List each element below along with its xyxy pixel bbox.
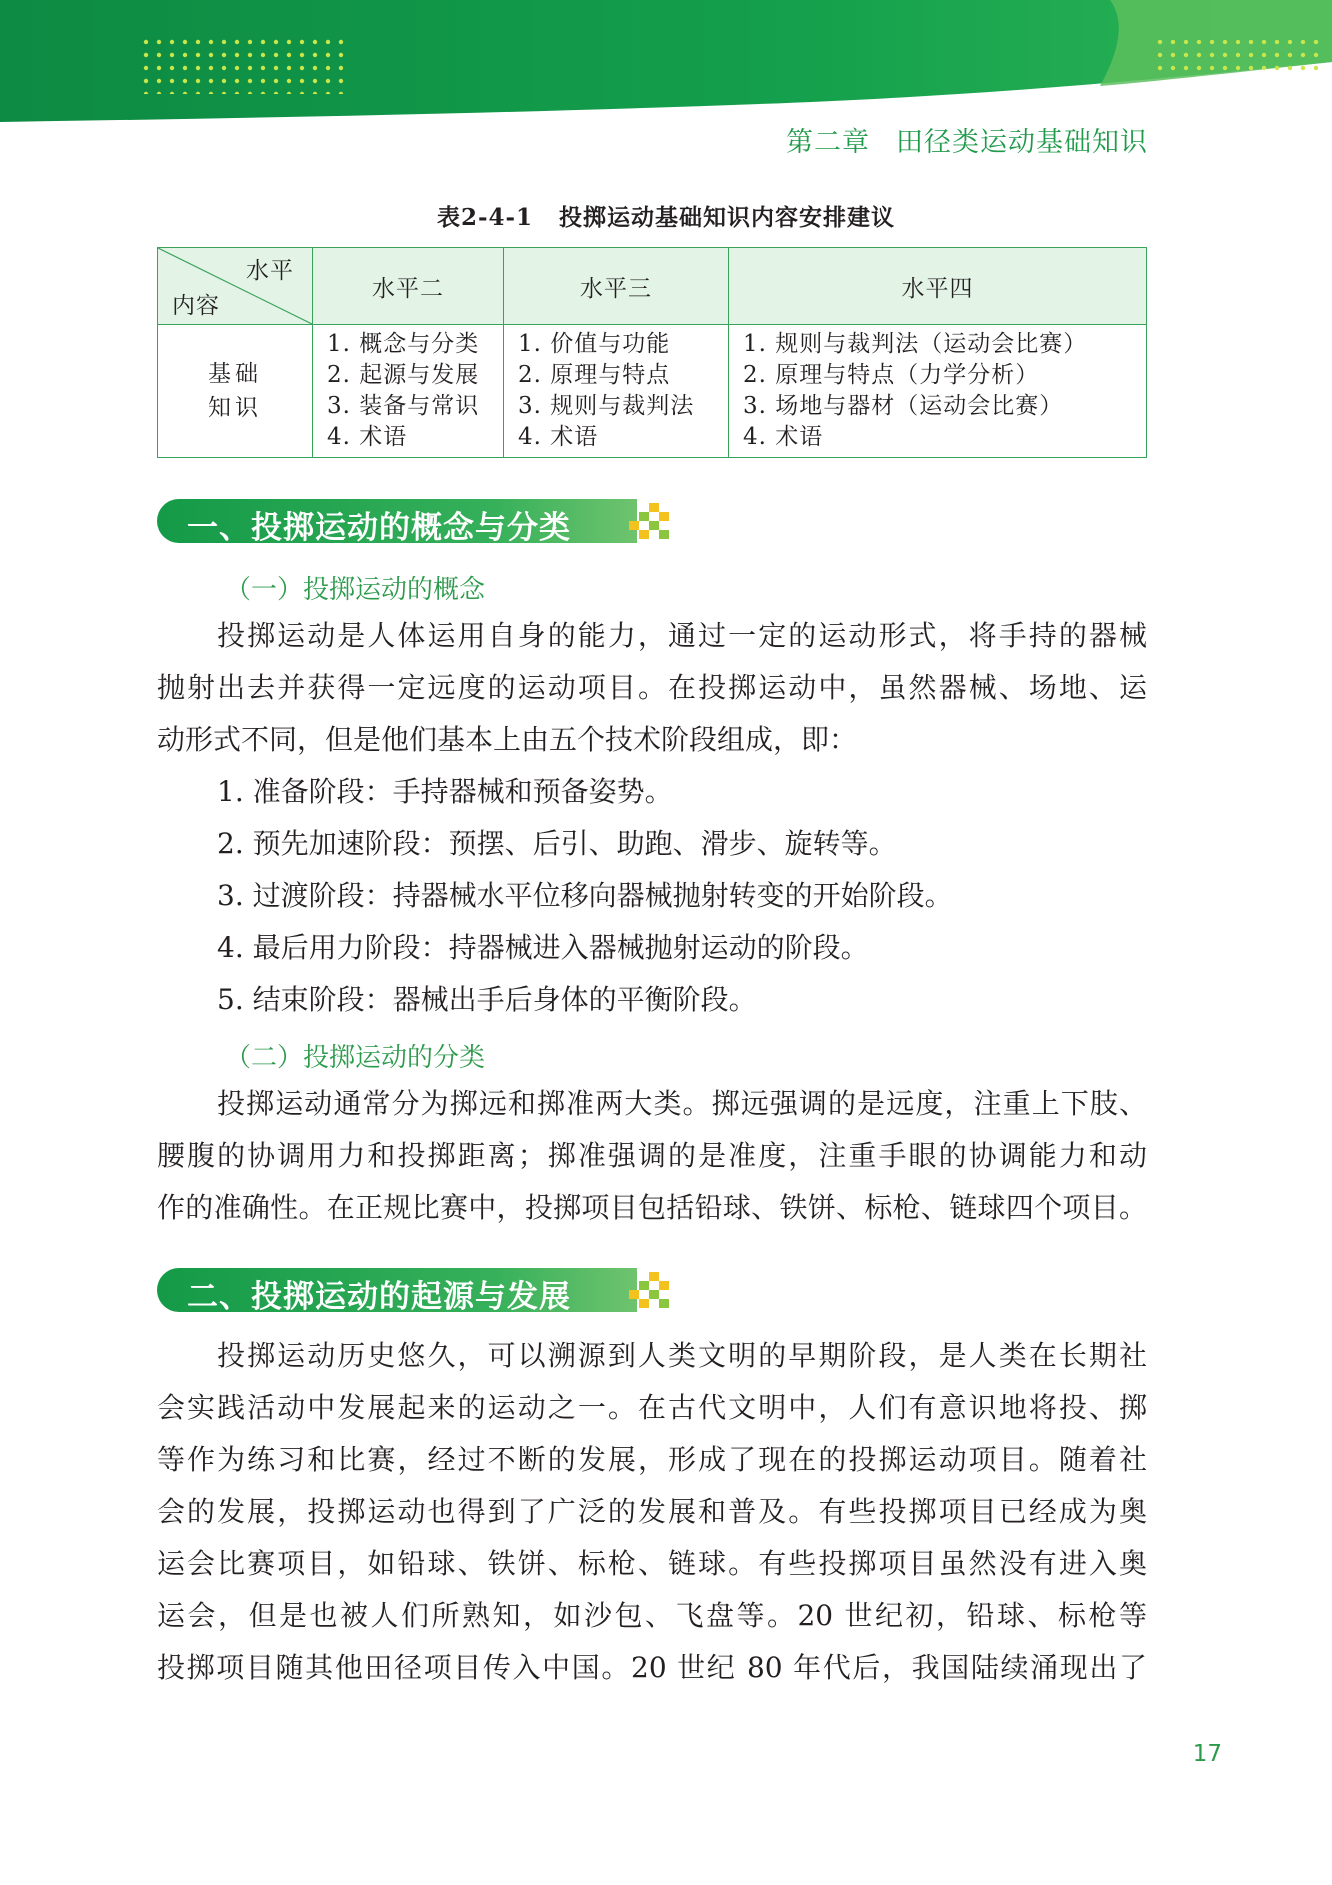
content-plan-table: [157, 247, 1147, 458]
stage-item: 1. 准备阶段：手持器械和预备姿势。: [217, 775, 673, 808]
col-header-level-3: 水平三: [504, 248, 729, 325]
section-heading-1: [157, 499, 669, 546]
chapter-label: 第二章: [786, 127, 870, 158]
table-caption: [0, 199, 1332, 232]
section-title: 一、投掷运动的概念与分类: [187, 510, 571, 546]
chapter-title: 田径类运动基础知识: [896, 127, 1148, 158]
paragraph-classification: [157, 1078, 1147, 1234]
text-line: 会的发展，投掷运动也得到了广泛的发展和普及。有些投掷项目已经成为奥: [157, 1495, 1147, 1528]
top-banner: [0, 0, 1332, 125]
text-line: 运会比赛项目，如铅球、铁饼、标枪、链球。有些投掷项目虽然没有进入奥: [157, 1547, 1147, 1580]
cell-item: 2. 起源与发展: [327, 362, 480, 388]
cell-level-4: [729, 325, 1147, 458]
checker-deco-icon: [629, 503, 669, 539]
subheading-classification: （二）投掷运动的分类: [225, 1043, 486, 1073]
cell-item: 1. 概念与分类: [327, 331, 480, 357]
cell-item: 3. 规则与裁判法: [518, 393, 695, 419]
text-line: 等作为练习和比赛，经过不断的发展，形成了现在的投掷运动项目。随着社: [157, 1443, 1147, 1476]
page-number: 17: [1192, 1741, 1222, 1767]
col-header-level-4: 水平四: [729, 248, 1147, 325]
text-line: 运会，但是也被人们所熟知，如沙包、飞盘等。20 世纪初，铅球、标枪等: [157, 1599, 1147, 1632]
paragraph-origin: [157, 1330, 1147, 1694]
row-header-basic-knowledge: [158, 325, 313, 458]
chapter-header: [786, 120, 1148, 159]
stage-item: 3. 过渡阶段：持器械水平位移向器械抛射转变的开始阶段。: [217, 879, 953, 912]
cell-item: 4. 术语: [327, 424, 408, 450]
paragraph-concept: [157, 610, 1147, 1026]
cell-item: 1. 规则与裁判法（运动会比赛）: [743, 331, 1088, 357]
table-title: 投掷运动基础知识内容安排建议: [559, 204, 896, 231]
corner-label-content: 内容: [172, 293, 220, 319]
stage-item: 5. 结束阶段：器械出手后身体的平衡阶段。: [217, 983, 757, 1016]
cell-item: 1. 价值与功能: [518, 331, 671, 357]
text-line: 投掷运动通常分为掷远和掷准两大类。掷远强调的是远度，注重上下肢、: [217, 1087, 1147, 1120]
text-line: 投掷运动历史悠久，可以溯源到人类文明的早期阶段，是人类在长期社: [217, 1339, 1147, 1372]
text-line: 投掷运动是人体运用自身的能力，通过一定的运动形式，将手持的器械: [217, 619, 1147, 652]
section-title: 二、投掷运动的起源与发展: [187, 1279, 571, 1315]
cell-level-3: [504, 325, 729, 458]
corner-label-level: 水平: [246, 258, 294, 284]
cell-level-2: [313, 325, 504, 458]
stage-item: 4. 最后用力阶段：持器械进入器械抛射运动的阶段。: [217, 931, 869, 964]
cell-item: 4. 术语: [518, 424, 599, 450]
cell-item: 3. 装备与常识: [327, 393, 480, 419]
text-line: 会实践活动中发展起来的运动之一。在古代文明中，人们有意识地将投、掷: [157, 1391, 1147, 1424]
row-header-line: 知识: [208, 395, 262, 421]
text-line: 动形式不同，但是他们基本上由五个技术阶段组成，即：: [157, 723, 858, 756]
cell-item: 4. 术语: [743, 424, 824, 450]
cell-item: 3. 场地与器材（运动会比赛）: [743, 393, 1064, 419]
table-number: 表2-4-1: [436, 204, 534, 231]
stage-item: 2. 预先加速阶段：预摆、后引、助跑、滑步、旋转等。: [217, 827, 897, 860]
text-line: 抛射出去并获得一定远度的运动项目。在投掷运动中，虽然器械、场地、运: [157, 671, 1147, 704]
cell-item: 2. 原理与特点（力学分析）: [743, 362, 1040, 388]
text-line: 投掷项目随其他田径项目传入中国。20 世纪 80 年代后，我国陆续涌现出了: [157, 1651, 1147, 1684]
col-header-level-2: 水平二: [313, 248, 504, 325]
section-heading-2: [157, 1268, 669, 1315]
table-corner-cell: [158, 248, 313, 325]
text-line: 作的准确性。在正规比赛中，投掷项目包括铅球、铁饼、标枪、链球四个项目。: [157, 1191, 1147, 1224]
checker-deco-icon: [629, 1272, 669, 1308]
cell-item: 2. 原理与特点: [518, 362, 671, 388]
subheading-concept: （一）投掷运动的概念: [225, 575, 486, 605]
text-line: 腰腹的协调用力和投掷距离；掷准强调的是准度，注重手眼的协调能力和动: [157, 1139, 1147, 1172]
row-header-line: 基础: [208, 361, 262, 387]
